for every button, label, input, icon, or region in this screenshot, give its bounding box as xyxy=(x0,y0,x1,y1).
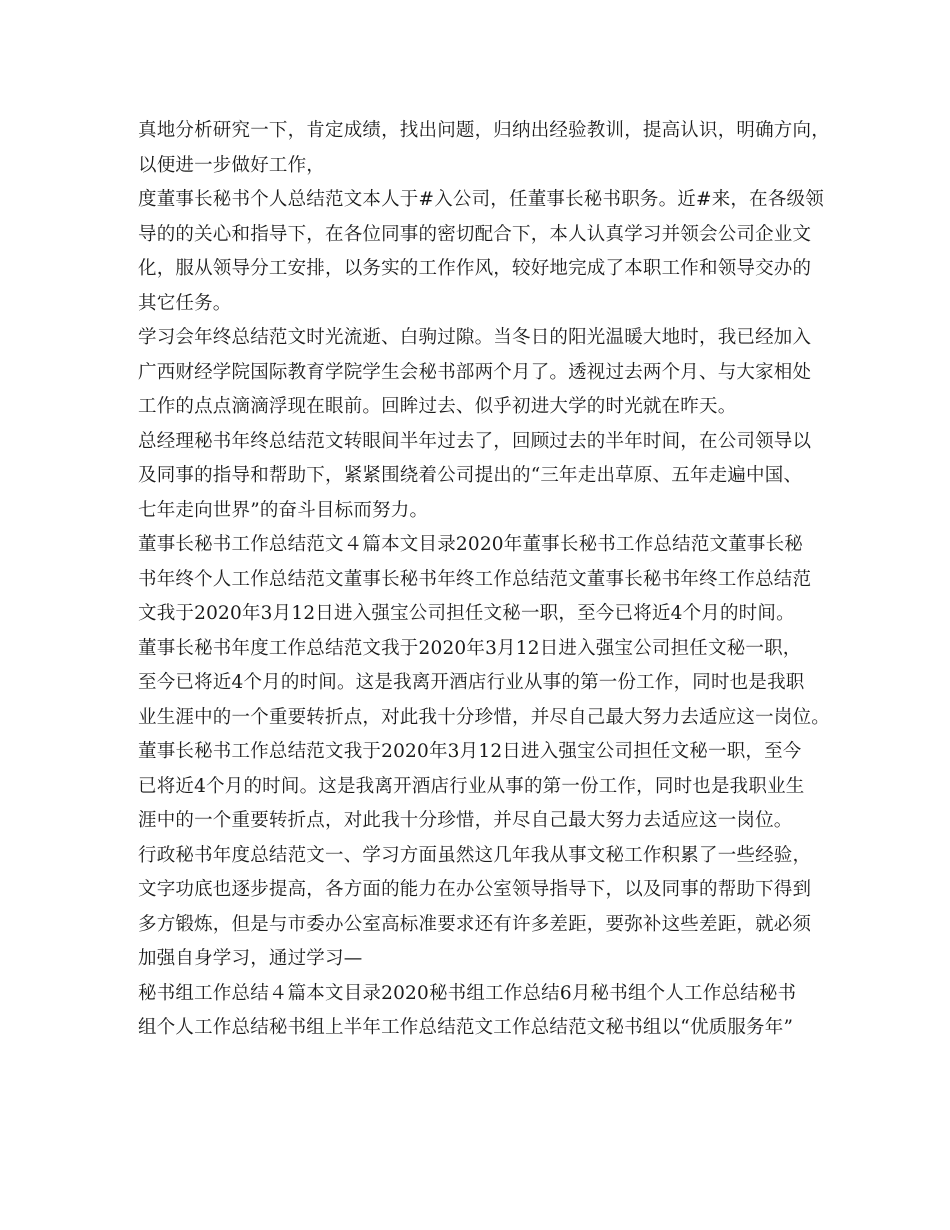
text-line: 多方锻炼，但是与市委办公室高标准要求还有许多差距，要弥补这些差距，就必须 xyxy=(138,913,812,935)
text-line: 秘书组工作总结４篇本文目录2020秘书组工作总结6月秘书组个人工作总结秘书 xyxy=(138,982,797,1004)
text-line: 度董事长秘书个人总结范文本人于#入公司，任董事长秘书职务。近#来，在各级领 xyxy=(138,189,824,210)
text-line: 文我于2020年3月12日进入强宝公司担任文秘一职，至今已将近4个月的时间。 xyxy=(138,603,795,624)
text-line: 化，服从领导分工安排，以务实的工作作风，较好地完成了本职工作和领导交办的 xyxy=(138,258,812,279)
text-line: 书年终个人工作总结范文董事长秘书年终工作总结范文董事长秘书年终工作总结范 xyxy=(138,568,812,590)
text-line: 学习会年终总结范文时光流逝、白驹过隙。当冬日的阳光温暖大地时，我已经加入 xyxy=(138,327,812,348)
text-line: 及同事的指导和帮助下，紧紧围绕着公司提出的“三年走出草原、五年走遍中国、 xyxy=(138,465,803,486)
text-line: 组个人工作总结秘书组上半年工作总结范文工作总结范文秘书组以“优质服务年” xyxy=(138,1017,794,1038)
text-line: 文字功底也逐步提高，各方面的能力在办公室领导指导下，以及同事的帮助下得到 xyxy=(138,879,812,900)
text-line: 其它任务。 xyxy=(138,292,232,314)
text-line: 加强自身学习，通过学习— xyxy=(138,948,363,969)
text-line: 广西财经学院国际教育学院学生会秘书部两个月了。透视过去两个月、与大家相处 xyxy=(138,361,812,383)
text-line: 涯中的一个重要转折点，对此我十分珍惜，并尽自己最大努力去适应这一岗位。 xyxy=(138,810,793,831)
text-line: 以便进一步做好工作， xyxy=(138,154,326,176)
text-line: 董事长秘书工作总结范文我于2020年3月12日进入强宝公司担任文秘一职，至今 xyxy=(138,741,802,762)
text-line: 导的的关心和指导下，在各位同事的密切配合下，本人认真学习并领会公司企业文 xyxy=(138,223,812,245)
text-line: 董事长秘书年度工作总结范文我于2020年3月12日进入强宝公司担任文秘一职， xyxy=(138,637,802,659)
text-line: 行政秘书年度总结范文一、学习方面虽然这几年我从事文秘工作积累了一些经验， xyxy=(138,844,812,866)
text-line: 总经理秘书年终总结范文转眼间半年过去了，回顾过去的半年时间，在公司领导以 xyxy=(138,430,812,452)
document-body xyxy=(138,114,828,1046)
text-line: 真地分析研究一下，肯定成绩，找出问题，归纳出经验教训，提高认识，明确方向， xyxy=(138,120,830,141)
text-line: 七年走向世界”的奋斗目标而努力。 xyxy=(138,499,429,521)
text-line: 已将近4个月的时间。这是我离开酒店行业从事的第一份工作，同时也是我职业生 xyxy=(138,775,805,797)
text-line: 工作的点点滴滴浮现在眼前。回眸过去、似乎初进大学的时光就在昨天。 xyxy=(138,396,737,417)
text-line: 业生涯中的一个重要转折点，对此我十分珍惜，并尽自己最大努力去适应这一岗位。 xyxy=(138,706,830,728)
text-line: 董事长秘书工作总结范文４篇本文目录2020年董事长秘书工作总结范文董事长秘 xyxy=(138,534,803,555)
text-line: 至今已将近4个月的时间。这是我离开酒店行业从事的第一份工作，同时也是我职 xyxy=(138,672,805,693)
